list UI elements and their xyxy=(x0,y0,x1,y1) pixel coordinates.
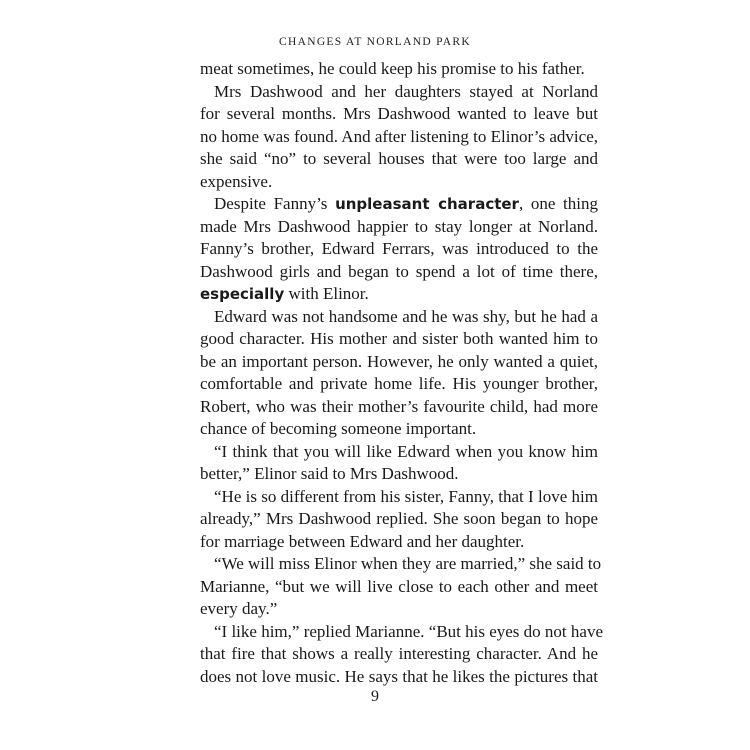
running-header: CHANGES AT NORLAND PARK xyxy=(279,36,471,48)
text-line xyxy=(200,103,598,126)
text-segment: Marianne, “but we will live close to each other and meet xyxy=(200,576,598,596)
text-segment: expensive. xyxy=(200,171,273,191)
text-segment: already,” Mrs Dashwood replied. She soon began to hope xyxy=(200,509,598,528)
text-line xyxy=(200,148,598,171)
text-line xyxy=(200,441,598,464)
text-line xyxy=(200,621,603,644)
text-line xyxy=(200,531,598,554)
text-segment: with Elinor. xyxy=(284,284,369,303)
text-line xyxy=(200,486,598,509)
text-segment: chance of becoming someone important. xyxy=(200,419,477,438)
text-segment: Fanny’s brother, Edward Ferrars, was introduced to the xyxy=(200,239,598,258)
text-segment: that fire that shows a really interesting character. And he xyxy=(200,644,598,663)
bold-term: especially xyxy=(200,285,285,303)
paragraph xyxy=(200,621,603,689)
text-line xyxy=(200,81,598,104)
text-line xyxy=(200,666,598,689)
text-line xyxy=(200,261,598,284)
text-segment: “We will miss Elinor when they are married,” she said to xyxy=(214,554,602,573)
paragraph xyxy=(200,193,598,306)
text-line xyxy=(200,58,598,81)
text-segment: does not love music. He says that he likes the pictures that xyxy=(200,666,598,686)
text-segment: “He is so different from his sister, Fanny, that I love him xyxy=(214,486,598,506)
text-line xyxy=(200,216,598,239)
text-segment: made Mrs Dashwood happier to stay longer at Norland. xyxy=(200,216,598,236)
paragraph xyxy=(200,441,598,486)
text-line xyxy=(200,193,598,216)
text-segment: every day.” xyxy=(200,599,278,618)
text-line xyxy=(200,328,598,351)
text-line xyxy=(200,283,598,306)
text-segment: comfortable and private home life. His younger brother, xyxy=(200,374,598,393)
text-segment: better,” Elinor said to Mrs Dashwood. xyxy=(200,464,459,483)
text-line xyxy=(200,576,598,599)
text-segment: good character. His mother and sister both wanted him to xyxy=(200,329,598,348)
text-segment: for marriage between Edward and her daughter. xyxy=(200,531,525,551)
paragraph xyxy=(200,306,598,441)
text-line xyxy=(200,508,598,531)
text-segment: , one thing xyxy=(518,194,598,213)
page-number: 9 xyxy=(371,688,379,705)
text-segment: Edward was not handsome and he was shy, but he had a xyxy=(214,306,598,326)
bold-term: unpleasant character xyxy=(335,195,519,213)
paragraph xyxy=(200,553,602,621)
paragraph xyxy=(200,486,598,554)
text-line xyxy=(200,396,598,419)
text-line xyxy=(200,598,598,621)
text-segment: “I think that you will like Edward when you know him xyxy=(214,441,598,461)
text-segment: meat sometimes, he could keep his promise to his father. xyxy=(200,59,585,78)
text-line xyxy=(200,126,598,149)
text-segment: “I like him,” replied Marianne. “But his eyes do not have xyxy=(214,621,603,641)
text-segment: Dashwood girls and began to spend a lot of time there, xyxy=(200,261,598,281)
text-segment: no home was found. And after listening to Elinor’s advice, xyxy=(200,126,598,146)
text-line xyxy=(200,306,598,329)
paragraph xyxy=(200,58,598,81)
text-segment: Despite Fanny’s xyxy=(214,194,336,213)
text-segment: Mrs Dashwood and her daughters stayed at Norland xyxy=(214,81,598,101)
text-line xyxy=(200,351,598,374)
body-text xyxy=(200,58,603,688)
text-segment: be an important person. However, he only wanted a quiet, xyxy=(200,351,598,371)
text-line xyxy=(200,463,598,486)
text-line xyxy=(200,373,598,396)
text-line xyxy=(200,238,598,261)
paragraph xyxy=(200,81,598,194)
text-line xyxy=(200,418,598,441)
text-line xyxy=(200,171,598,194)
text-line xyxy=(200,643,598,666)
text-segment: Robert, who was their mother’s favourite child, had more xyxy=(200,396,598,416)
text-segment: for several months. Mrs Dashwood wanted to leave but xyxy=(200,104,598,123)
text-line xyxy=(200,553,602,576)
text-segment: she said “no” to several houses that were too large and xyxy=(200,149,598,168)
